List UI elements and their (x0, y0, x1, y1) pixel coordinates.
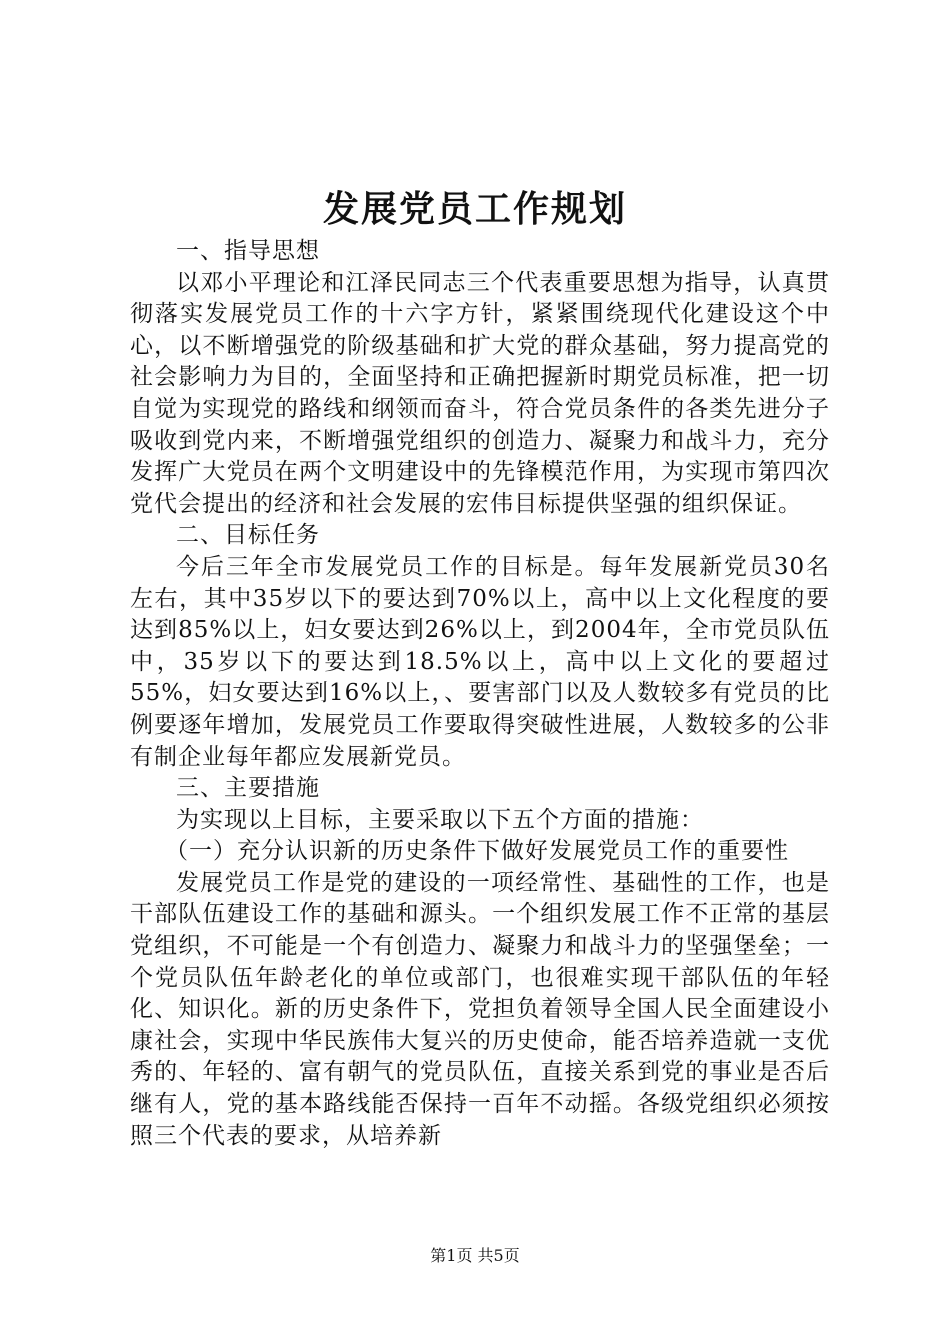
paragraph-measures-intro: 为实现以上目标，主要采取以下五个方面的措施： (176, 806, 704, 833)
paragraph-importance: 发展党员工作是党的建设的一项经常性、基础性的工作，也是干部队伍建设工作的基础和源头。一个组织发展工作不正常的基层党组织，不可能是一个有创造力、凝聚力和战斗力的坚强堡垒；一个党员队伍年龄老化的单位或部门，也很难实现干部队伍的年轻化、知识化。新的历史条件下，党担负着领导全国人民全面建设小康社会，实现中华民族伟大复兴的历史使命，能否培养造就一支优秀的、年轻的、富有朝气的党员队伍，直接关系到党的事业是否后继有人，党的基本路线能否保持一百年不动摇。各级党组织必须按照三个代表的要求，从培养新 (130, 869, 830, 1149)
document-body (130, 236, 830, 1152)
document-title: 发展党员工作规划 (322, 188, 627, 230)
section-heading-goals: 二、目标任务 (176, 522, 320, 549)
section-heading-measures: 三、主要措施 (176, 775, 320, 802)
subsection-heading-importance: （一）充分认识新的历史条件下做好发展党员工作的重要性 (165, 838, 789, 865)
page-number-footer: 第1页 共5页 (430, 1246, 520, 1265)
section-heading-guiding-thought: 一、指导思想 (176, 238, 320, 264)
paragraph-goals: 今后三年全市发展党员工作的目标是。每年发展新党员30名左右，其中35岁以下的要达到70%以上，高中以上文化程度的要达到85%以上，妇女要达到26%以上，到2004年，全市党员队伍中，35岁以下的要达到18.5%以上，高中以上文化的要超过55%，妇女要达到16%以上，、要害部门以及人数较多有党员的比例要逐年增加，发展党员工作要取得突破性进展，人数较多的公非有制企业每年都应发展新党员。 (130, 553, 830, 770)
paragraph-guiding-thought: 以邓小平理论和江泽民同志三个代表重要思想为指导，认真贯彻落实发展党员工作的十六字方针，紧紧围绕现代化建设这个中心，以不断增强党的阶级基础和扩大党的群众基础，努力提高党的社会影响力为目的，全面坚持和正确把握新时期党员标准，把一切自觉为实现党的路线和纲领而奋斗，符合党员条件的各类先进分子吸收到党内来，不断增强党组织的创造力、凝聚力和战斗力，充分发挥广大党员在两个文明建设中的先锋模范作用，为实现市第四次党代会提出的经济和社会发展的宏伟目标提供坚强的组织保证。 (130, 269, 830, 517)
